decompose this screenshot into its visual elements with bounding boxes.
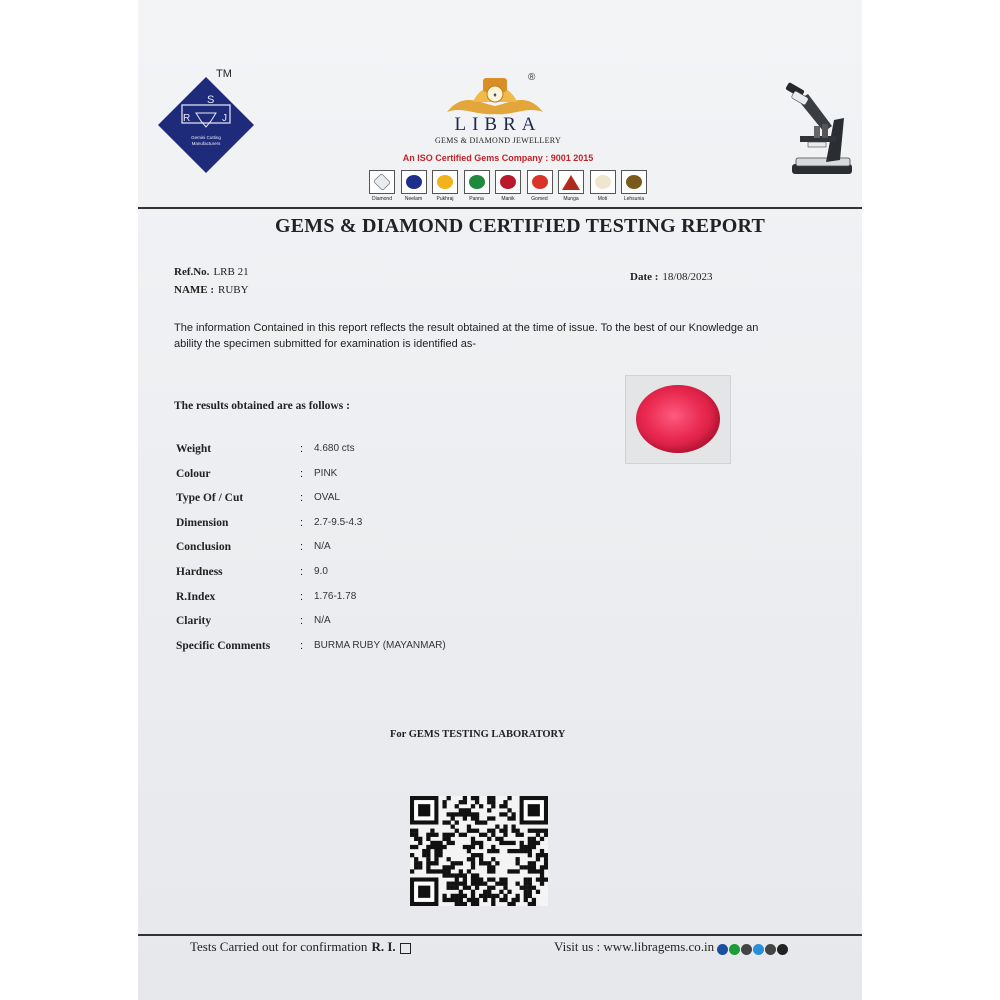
panna-gem-icon [464,170,490,194]
tests-confirmation [190,939,411,955]
date-label: Date : [630,271,659,283]
gem-swatch-row [368,170,658,210]
srj-letter-j: J [222,113,227,124]
result-label: Dimension [176,516,229,529]
name-label: NAME : [174,284,215,296]
instagram-icon[interactable] [741,944,752,955]
result-colon: : [300,566,304,578]
gem-label: Diamond [371,196,392,202]
gem-label: Lehsunia [623,196,645,202]
lab-signature-line: For GEMS TESTING LABORATORY [390,729,566,740]
gem-label: Manik [501,196,515,202]
result-label: Conclusion [176,541,231,554]
result-label: Weight [176,443,212,455]
name-value: RUBY [218,284,249,296]
srj-letter-s: S [207,94,215,106]
background-right [862,0,1000,1000]
libra-subtitle: GEMS & DIAMOND JEWELLERY [434,136,562,145]
result-label: Clarity [176,615,212,628]
gomed-gem-icon [527,170,553,194]
munga-gem-icon [558,170,584,194]
result-row [176,517,636,537]
result-colon: : [300,541,304,554]
result-colon: : [300,492,304,505]
result-colon: : [300,615,304,628]
gem-swatch [526,170,554,202]
date-row [630,271,713,283]
result-row [176,541,636,561]
result-colon: : [300,516,304,529]
gem-photo [625,375,731,464]
gem-label: Panna [469,196,484,202]
facebook-icon[interactable] [717,944,728,955]
result-value: 9.0 [314,566,328,577]
manik-gem-icon [495,170,521,194]
result-colon: : [300,639,304,652]
result-value: 1.76-1.78 [314,590,357,602]
microscope-icon [778,80,858,180]
gem-swatch [368,170,396,202]
gem-swatch [400,170,428,202]
tests-text: Tests Carried out for confirmation [190,939,368,954]
gem-label: Moti [597,196,608,202]
result-value: 4.680 cts [314,443,355,454]
result-label: Specific Comments [176,639,271,652]
qr-code [410,796,548,906]
pukhraj-gem-icon [432,170,458,194]
intro-paragraph: The information Contained in this report reflects the result obtained at the time of issue. To the best of our Knowledge an ability the specimen submitted for examination is identified as- [174,322,759,350]
report-title: GEMS & DIAMOND CERTIFIED TESTING REPORT [275,215,765,237]
gem-swatch [620,170,648,202]
background-left [0,0,138,1000]
registered-mark: ® [528,72,536,83]
whatsapp-icon[interactable] [729,944,740,955]
result-value: PINK [314,467,338,479]
youtube-icon[interactable] [765,944,776,955]
gem-label: Munga [563,196,579,202]
gem-swatch [557,170,585,202]
gem-label: Neelam [404,196,423,202]
result-row [176,591,636,611]
ref-number-row [174,266,249,278]
srj-letter-r: R [183,113,191,124]
date-value: 18/08/2023 [662,271,713,283]
lehsunia-gem-icon [621,170,647,194]
social-icons [717,940,789,956]
checkbox-square-icon [400,943,411,954]
result-value: N/A [314,615,331,627]
gem-swatch [494,170,522,202]
result-value: BURMA RUBY (MAYANMAR) [314,639,446,651]
result-colon: : [300,590,304,603]
result-colon: : [300,443,304,455]
srj-tagline-1: Gemini Cutting [191,135,221,140]
certificate-page [138,0,862,1000]
twitter-icon[interactable] [753,944,764,955]
gem-label: Pukhraj [436,196,454,202]
ruby-stone-image [636,385,720,453]
results-heading: The results obtained are as follows : [174,400,350,412]
website-text: Visit us : www.libragems.co.in [554,939,715,954]
gem-swatch [589,170,617,202]
moti-gem-icon [590,170,616,194]
footer-divider [138,934,862,936]
result-row [176,492,636,512]
gem-label: Gomed [531,196,548,202]
result-colon: : [300,467,304,480]
gem-swatch [463,170,491,202]
result-row [176,566,636,586]
result-label: Type Of / Cut [176,492,244,505]
result-label: Hardness [176,566,223,578]
website-line [554,939,789,956]
result-value: N/A [314,541,331,553]
iso-certification-line: An ISO Certified Gems Company : 9001 2015 [402,153,594,163]
diamond-gem-icon [369,170,395,194]
name-row [174,284,249,296]
srj-tagline-2: Manufacturers [191,141,221,146]
result-row [176,468,636,488]
result-label: R.Index [176,590,216,603]
gem-swatch [431,170,459,202]
result-value: 2.7-9.5-4.3 [314,516,363,528]
result-row [176,443,636,463]
ref-number-value: LRB 21 [213,266,249,278]
result-row [176,640,636,660]
neelam-gem-icon [401,170,427,194]
svg-text:♦: ♦ [493,92,497,99]
tests-mark: R. I. [371,939,396,954]
pinterest-icon[interactable] [777,944,788,955]
libra-brand-name: LIBRA [454,114,542,135]
header-divider [138,207,862,209]
srj-logo [156,75,256,175]
result-value: OVAL [314,492,340,504]
result-label: Colour [176,467,211,480]
result-row [176,615,636,635]
trademark-mark: TM [216,68,232,80]
ref-number-label: Ref.No. [174,266,210,278]
